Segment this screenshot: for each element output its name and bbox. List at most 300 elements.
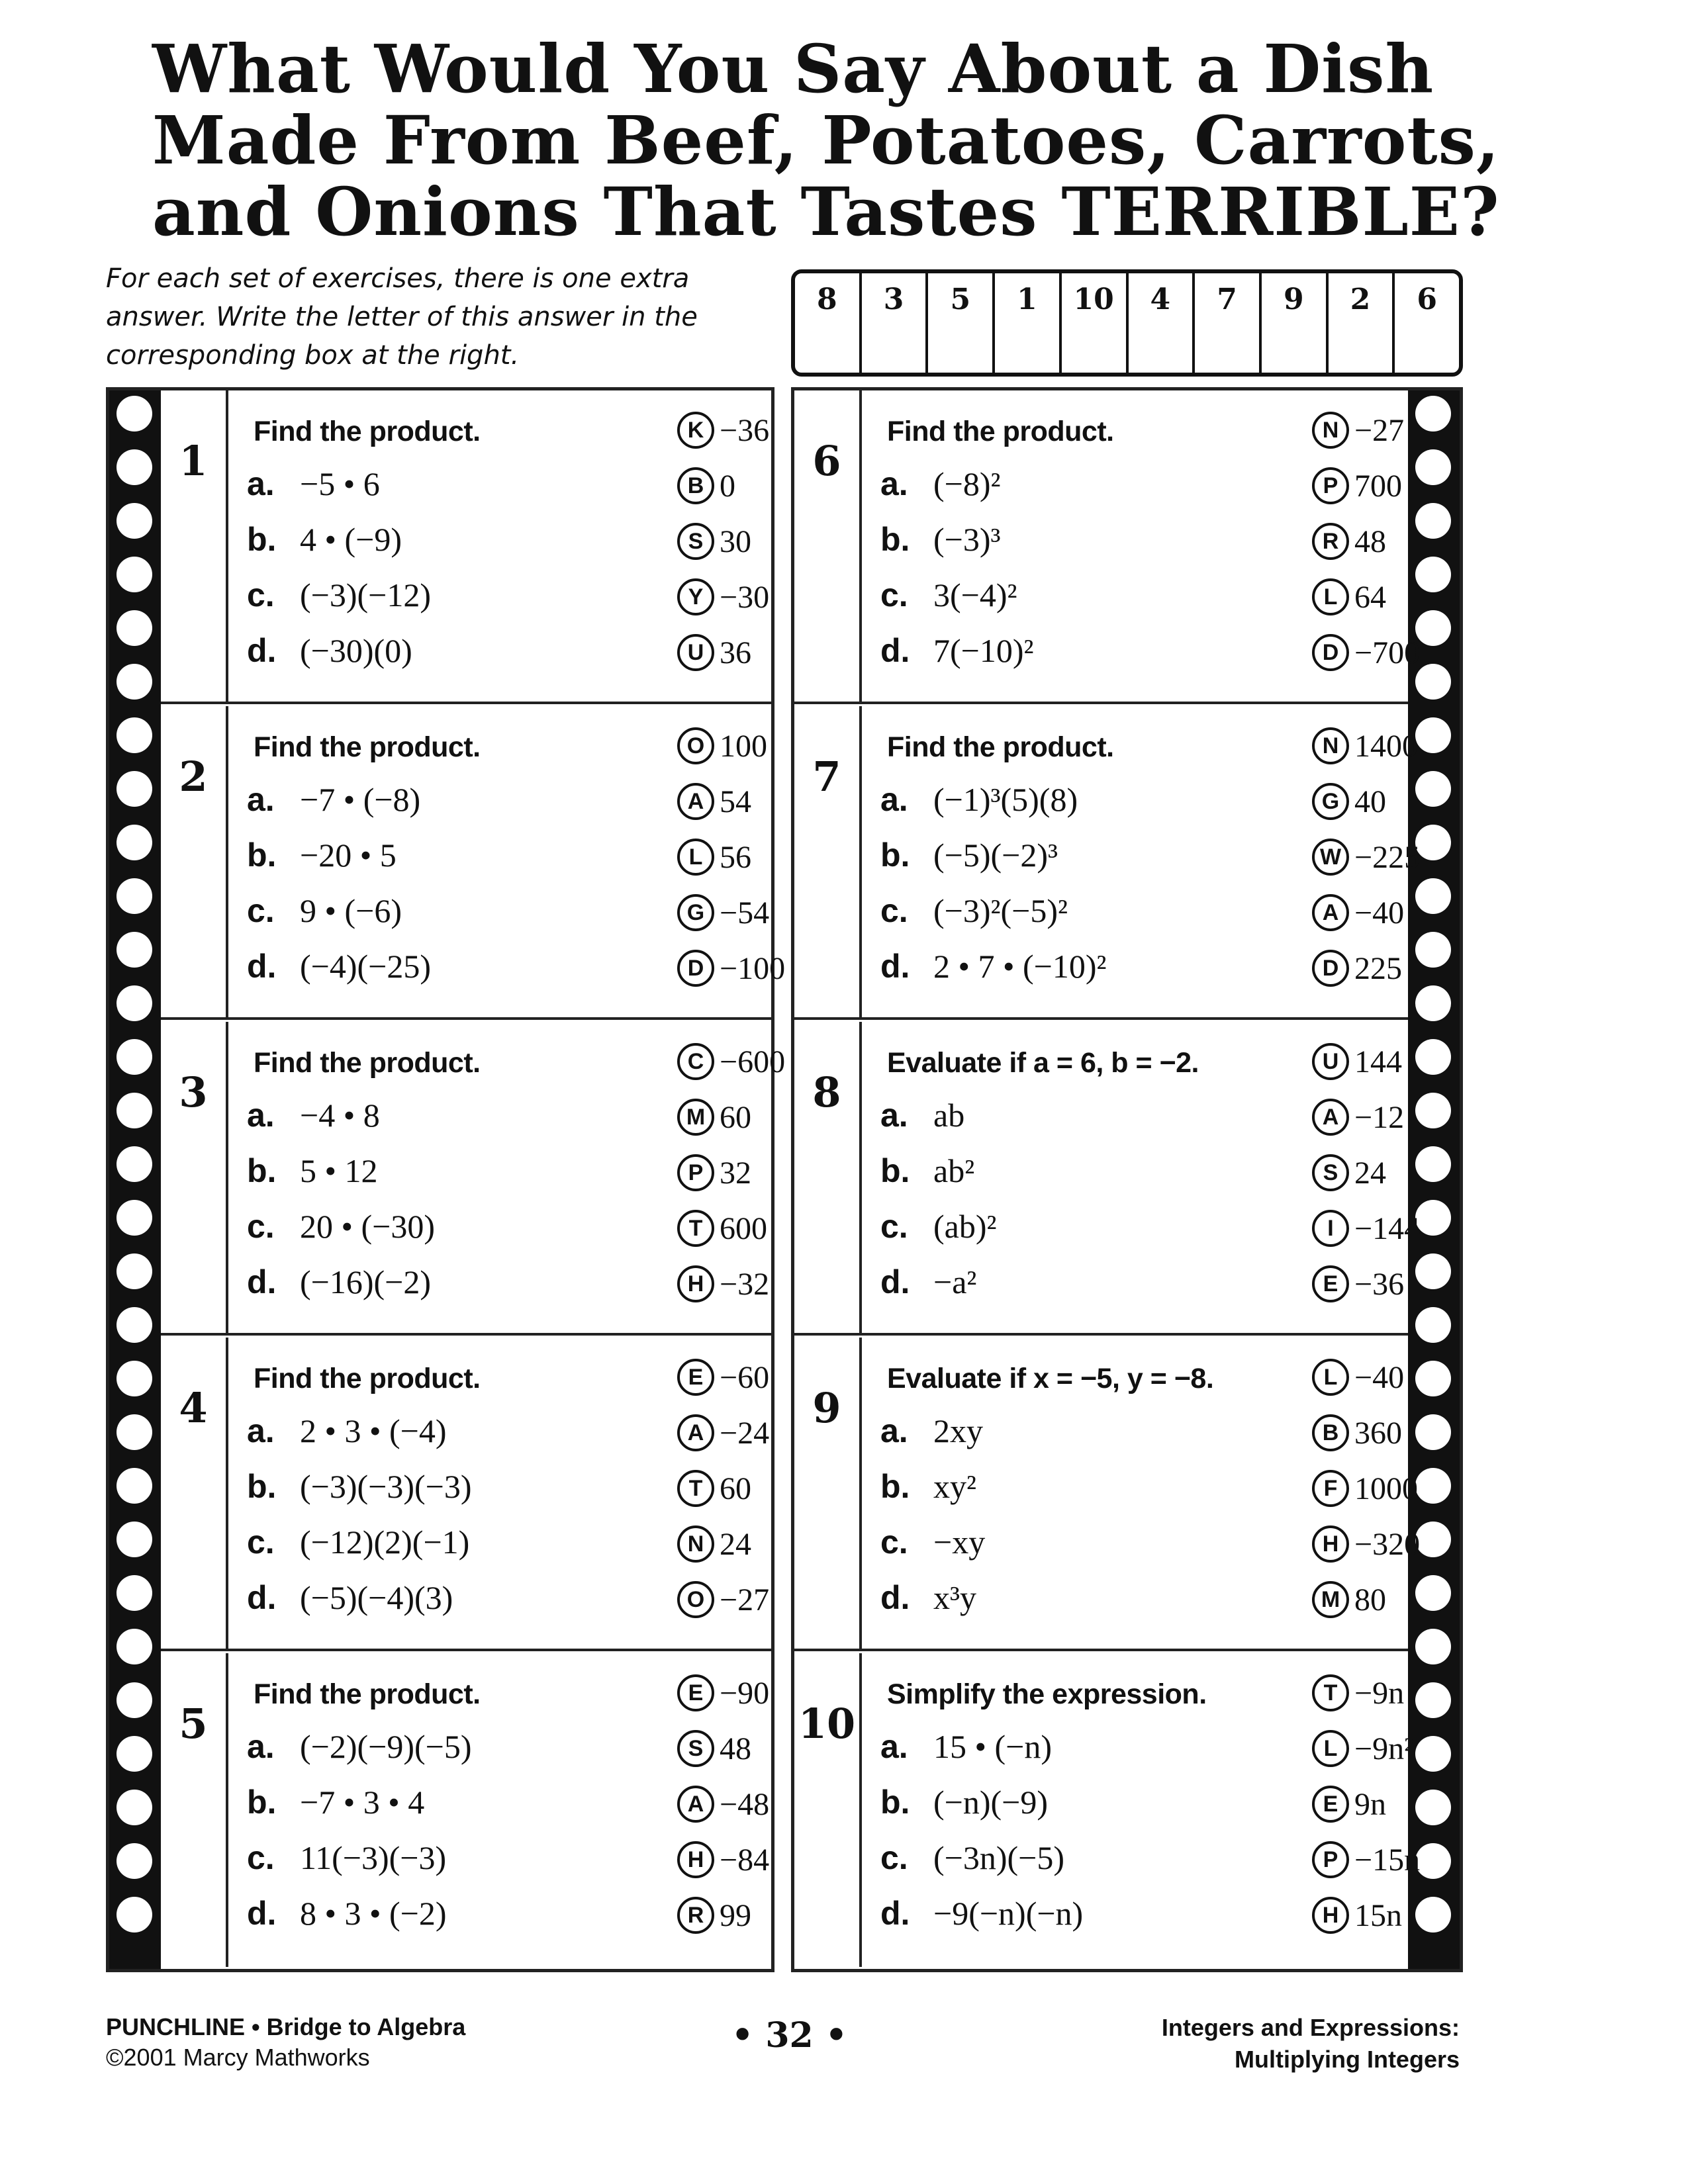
instructions-line: corresponding box at the right. — [106, 340, 520, 371]
problem-expression: (−12)(2)(−1) — [300, 1524, 470, 1561]
answer-letter-circle: N — [1312, 727, 1349, 764]
answer-letter-circle: A — [1312, 894, 1349, 931]
punch-hole — [1415, 1253, 1451, 1289]
problem-label: b. — [880, 521, 910, 558]
instructions — [106, 259, 768, 375]
section-number: 7 — [812, 752, 841, 801]
answer-value: −40 — [1354, 1359, 1405, 1395]
problem-label: a. — [880, 1412, 908, 1449]
answer-letter-circle: O — [677, 727, 714, 764]
punch-hole — [117, 1790, 152, 1825]
problem — [880, 1727, 1052, 1766]
punch-hole — [117, 1736, 152, 1772]
answer-choice[interactable] — [1312, 725, 1418, 767]
answer-value: −32 — [720, 1266, 770, 1302]
answer-value: 48 — [1354, 523, 1386, 559]
answer-box-number: 4 — [1150, 283, 1171, 316]
answer-choice[interactable] — [1312, 1207, 1420, 1250]
answer-letter-circle: L — [1312, 1730, 1349, 1767]
punch-hole — [1415, 1093, 1451, 1128]
answer-value: −40 — [1354, 895, 1405, 931]
title-line: Made From Beef, Potatoes, Carrots, — [152, 101, 1500, 179]
punch-hole — [117, 1843, 152, 1879]
problem-label: b. — [247, 1784, 277, 1821]
answer-box[interactable] — [928, 273, 995, 373]
answer-choice[interactable] — [1312, 409, 1404, 451]
problem — [247, 1839, 446, 1877]
section-instruction: Find the product. — [254, 416, 481, 447]
section-number: 4 — [179, 1384, 208, 1432]
page-number: • 32 • — [731, 2015, 848, 2056]
footer-publisher — [106, 2012, 465, 2073]
answer-choice[interactable] — [677, 1894, 751, 1936]
punch-hole — [117, 1468, 152, 1504]
punch-hole — [1415, 449, 1451, 485]
problem-label: a. — [247, 1097, 275, 1134]
answer-choice[interactable] — [677, 891, 769, 934]
punch-hole — [117, 771, 152, 807]
worksheet-title — [152, 30, 1500, 251]
problem — [247, 631, 412, 670]
answer-box[interactable] — [1395, 273, 1459, 373]
answer-value: −24 — [720, 1415, 770, 1451]
answer-box-number: 7 — [1217, 283, 1237, 316]
answer-box-number: 3 — [883, 283, 904, 316]
problem-expression: (−1)³(5)(8) — [933, 781, 1078, 818]
answer-choice[interactable] — [1312, 1578, 1386, 1621]
answer-choice[interactable] — [677, 1152, 751, 1194]
answer-value: 700 — [1354, 468, 1402, 504]
problem-expression: (−3n)(−5) — [933, 1839, 1064, 1876]
problem-label: a. — [247, 465, 275, 502]
punch-hole — [1415, 1790, 1451, 1825]
answer-value: 80 — [1354, 1582, 1386, 1617]
answer-choice[interactable] — [1312, 836, 1420, 878]
problem-expression: xy² — [933, 1468, 976, 1505]
problem-expression: 2xy — [933, 1412, 983, 1449]
answer-choice[interactable] — [1312, 576, 1386, 618]
exercise-section — [794, 706, 1421, 1020]
answer-choice[interactable] — [677, 465, 735, 507]
problem-label: c. — [880, 576, 908, 614]
section-number: 10 — [798, 1700, 856, 1748]
answer-value: 30 — [720, 523, 751, 559]
answer-choice[interactable] — [1312, 1467, 1418, 1510]
punch-hole — [117, 557, 152, 592]
exercise-section — [794, 1022, 1421, 1336]
answer-value: 360 — [1354, 1415, 1402, 1451]
problem-label: c. — [247, 1524, 275, 1561]
problem — [247, 1523, 469, 1561]
problem — [880, 836, 1058, 874]
section-instruction: Find the product. — [254, 731, 481, 763]
answer-choice[interactable] — [677, 1263, 769, 1305]
punch-hole — [1415, 825, 1451, 860]
problem — [247, 1207, 435, 1246]
problem-expression: −5 • 6 — [300, 465, 380, 502]
answer-choice[interactable] — [1312, 1894, 1402, 1936]
section-instruction: Evaluate if a = 6, b = −2. — [887, 1047, 1199, 1079]
problem — [247, 465, 380, 503]
answer-choice[interactable] — [677, 780, 751, 823]
punch-hole — [117, 1093, 152, 1128]
problem — [880, 1152, 974, 1190]
answer-letter-circle: I — [1312, 1210, 1349, 1247]
answer-letter-circle: L — [677, 839, 714, 876]
exercise-section — [794, 1338, 1421, 1651]
answer-letter-circle: A — [677, 1414, 714, 1451]
answer-choice[interactable] — [677, 631, 751, 674]
punch-hole — [117, 664, 152, 700]
answer-choice[interactable] — [1312, 947, 1402, 989]
answer-choice[interactable] — [677, 947, 785, 989]
section-instruction: Find the product. — [887, 731, 1114, 763]
answer-letter-circle: G — [1312, 783, 1349, 820]
problem-label: c. — [247, 576, 275, 614]
answer-choice[interactable] — [677, 576, 769, 618]
answer-choice[interactable] — [677, 1839, 769, 1881]
problem — [247, 576, 431, 614]
answer-letter-circle: N — [677, 1525, 714, 1563]
problem — [880, 1207, 996, 1246]
problem-expression: 2 • 7 • (−10)² — [933, 948, 1107, 985]
answer-choice[interactable] — [677, 725, 767, 767]
section-number: 5 — [179, 1700, 208, 1748]
problem — [247, 1578, 453, 1617]
problem — [247, 1263, 431, 1301]
answer-box[interactable] — [995, 273, 1062, 373]
punch-hole — [1415, 1575, 1451, 1611]
problem-expression: (−16)(−2) — [300, 1263, 431, 1300]
punch-hole — [117, 825, 152, 860]
answer-value: −15n — [1354, 1842, 1421, 1878]
section-instruction: Find the product. — [254, 1363, 481, 1394]
punch-hole — [117, 878, 152, 914]
answer-choice[interactable] — [1312, 1783, 1386, 1825]
problem-label: d. — [247, 1263, 277, 1300]
section-number: 2 — [179, 752, 208, 801]
problem-label: d. — [247, 1895, 277, 1932]
section-number-column — [161, 390, 228, 702]
problem-expression: (−3)²(−5)² — [933, 892, 1068, 929]
answer-box[interactable] — [1129, 273, 1196, 373]
answer-choice[interactable] — [1312, 1096, 1404, 1138]
problem-label: c. — [880, 1524, 908, 1561]
answer-value: −27 — [720, 1582, 770, 1617]
problem-label: d. — [247, 948, 277, 985]
answer-value: 54 — [720, 784, 751, 819]
answer-box[interactable] — [1062, 273, 1129, 373]
answer-value: 24 — [720, 1526, 751, 1562]
problem-label: d. — [247, 632, 277, 669]
answer-value: −90 — [720, 1675, 770, 1711]
problem-label: b. — [247, 1468, 277, 1505]
answer-letter-circle: A — [677, 1786, 714, 1823]
answer-letter-circle: U — [677, 634, 714, 671]
answer-letter-circle: C — [677, 1043, 714, 1080]
punch-hole — [117, 1307, 152, 1343]
answer-value: 100 — [720, 728, 767, 764]
answer-choice[interactable] — [677, 1727, 751, 1770]
problem — [247, 1783, 424, 1821]
problem — [880, 1894, 1083, 1933]
answer-value: −320 — [1354, 1526, 1421, 1562]
problem — [247, 1152, 378, 1190]
punch-hole — [117, 449, 152, 485]
answer-box-row — [791, 269, 1463, 377]
answer-letter-circle: H — [1312, 1525, 1349, 1563]
answer-choice[interactable] — [1312, 891, 1404, 934]
problem — [247, 1096, 380, 1134]
answer-value: 60 — [720, 1099, 751, 1135]
answer-choice[interactable] — [677, 1412, 769, 1454]
answer-box[interactable] — [1262, 273, 1329, 373]
answer-letter-circle: Y — [677, 578, 714, 615]
answer-choice[interactable] — [677, 1207, 767, 1250]
problem-expression: (−4)(−25) — [300, 948, 431, 985]
problem-expression: x³y — [933, 1579, 976, 1616]
answer-value: 0 — [720, 468, 735, 504]
problem-label: a. — [880, 781, 908, 818]
answer-choice[interactable] — [1312, 1672, 1404, 1714]
punch-hole — [117, 717, 152, 753]
problem — [247, 1467, 472, 1506]
answer-choice[interactable] — [1312, 631, 1420, 674]
answer-value: 40 — [1354, 784, 1386, 819]
punch-hole — [1415, 396, 1451, 432]
answer-choice[interactable] — [677, 1356, 769, 1398]
problem-expression: 8 • 3 • (−2) — [300, 1895, 447, 1932]
problem-expression: 11(−3)(−3) — [300, 1839, 447, 1876]
problem-expression: 9 • (−6) — [300, 892, 402, 929]
answer-letter-circle: G — [677, 894, 714, 931]
answer-letter-circle: P — [1312, 467, 1349, 504]
answer-letter-circle: E — [677, 1674, 714, 1711]
answer-choice[interactable] — [1312, 780, 1386, 823]
title-line: What Would You Say About a Dish — [152, 30, 1434, 108]
answer-value: −84 — [720, 1842, 770, 1878]
answer-choice[interactable] — [1312, 1727, 1413, 1770]
section-instruction: Find the product. — [254, 1047, 481, 1079]
punch-hole — [1415, 717, 1451, 753]
problem-expression: 4 • (−9) — [300, 521, 402, 558]
punch-hole — [1415, 1629, 1451, 1664]
answer-value: −30 — [720, 579, 770, 615]
answer-choice[interactable] — [677, 1096, 751, 1138]
answer-value: 24 — [1354, 1155, 1386, 1191]
punch-hole — [1415, 557, 1451, 592]
answer-value: 64 — [1354, 579, 1386, 615]
answer-choice[interactable] — [1312, 1152, 1386, 1194]
punch-hole — [1415, 1146, 1451, 1182]
problem-expression: (−3)(−3)(−3) — [300, 1468, 472, 1505]
answer-choice[interactable] — [1312, 1040, 1402, 1083]
exercise-section — [161, 1338, 771, 1651]
answer-choice[interactable] — [677, 1467, 751, 1510]
punch-hole — [1415, 503, 1451, 539]
answer-choice[interactable] — [1312, 465, 1402, 507]
answer-value: 60 — [720, 1471, 751, 1506]
answer-choice[interactable] — [677, 1578, 769, 1621]
footer-topic — [1162, 2012, 1460, 2075]
answer-letter-circle: B — [677, 467, 714, 504]
punch-hole — [1415, 985, 1451, 1021]
section-instruction: Find the product. — [887, 416, 1114, 447]
problem-expression: −9(−n)(−n) — [933, 1895, 1084, 1932]
problem — [880, 520, 1001, 559]
punch-hole — [117, 1200, 152, 1236]
answer-letter-circle: D — [1312, 634, 1349, 671]
exercise-section — [161, 1022, 786, 1336]
answer-box[interactable] — [862, 273, 929, 373]
instructions-line: answer. Write the letter of this answer in the — [106, 302, 698, 332]
answer-value: −60 — [720, 1359, 770, 1395]
answer-value: 56 — [720, 839, 751, 875]
answer-letter-circle: T — [677, 1210, 714, 1247]
answer-choice[interactable] — [1312, 1356, 1404, 1398]
punch-hole — [1415, 1897, 1451, 1933]
exercise-section — [794, 390, 1421, 704]
section-number-column — [794, 1338, 862, 1649]
answer-value: 32 — [720, 1155, 751, 1191]
problem-label: d. — [880, 1895, 910, 1932]
answer-letter-circle: H — [677, 1265, 714, 1302]
answer-choice[interactable] — [677, 1523, 751, 1565]
section-number: 6 — [812, 437, 841, 485]
answer-choice[interactable] — [677, 1672, 769, 1714]
answer-box[interactable] — [795, 273, 862, 373]
problem — [880, 631, 1034, 670]
problem-expression: 5 • 12 — [300, 1152, 378, 1189]
answer-box-number: 1 — [1017, 283, 1037, 316]
problem-expression: 3(−4)² — [933, 576, 1017, 614]
problem-label: d. — [880, 948, 910, 985]
answer-choice[interactable] — [677, 409, 769, 451]
answer-letter-circle: O — [677, 1581, 714, 1618]
problem — [247, 947, 431, 985]
problem-expression: −7 • 3 • 4 — [300, 1784, 425, 1821]
problem-expression: (−2)(−9)(−5) — [300, 1728, 472, 1765]
left-exercise-panel — [106, 387, 786, 1972]
exercise-section — [161, 390, 771, 704]
answer-value: 225 — [1354, 950, 1402, 986]
problem-expression: (ab)² — [933, 1208, 997, 1245]
answer-choice[interactable] — [1312, 1412, 1402, 1454]
problem-expression: −7 • (−8) — [300, 781, 421, 818]
answer-choice[interactable] — [1312, 1523, 1420, 1565]
answer-choice[interactable] — [1312, 1839, 1420, 1881]
problem-label: c. — [880, 1839, 908, 1876]
problem-label: c. — [247, 1208, 275, 1245]
problem-expression: (−30)(0) — [300, 632, 412, 669]
answer-letter-circle: W — [1312, 839, 1349, 876]
problem-expression: (−5)(−4)(3) — [300, 1579, 453, 1616]
punch-hole — [1415, 1843, 1451, 1879]
punch-hole — [1415, 1039, 1451, 1075]
problem — [880, 947, 1107, 985]
answer-value: −12 — [1354, 1099, 1405, 1135]
problem-expression: (−3)(−12) — [300, 576, 431, 614]
answer-choice[interactable] — [1312, 1263, 1404, 1305]
section-number-column — [794, 1653, 862, 1967]
punch-hole — [117, 1682, 152, 1718]
section-number-column — [161, 1338, 228, 1649]
answer-choice[interactable] — [677, 520, 751, 563]
exercise-section — [161, 706, 786, 1020]
punch-hole — [117, 1414, 152, 1450]
answer-value: −100 — [720, 950, 786, 986]
problem-label: d. — [880, 632, 910, 669]
answer-value: −225 — [1354, 839, 1421, 875]
answer-letter-circle: B — [1312, 1414, 1349, 1451]
problem-expression: 15 • (−n) — [933, 1728, 1053, 1765]
punch-hole — [117, 610, 152, 646]
answer-choice[interactable] — [677, 836, 751, 878]
answer-box-number: 6 — [1417, 283, 1437, 316]
answer-value: 144 — [1354, 1044, 1402, 1079]
problem-label: b. — [247, 837, 277, 874]
problem — [247, 891, 402, 930]
punch-hole — [1415, 932, 1451, 968]
answer-box[interactable] — [1195, 273, 1262, 373]
answer-value: −9n² — [1354, 1731, 1414, 1766]
problem — [247, 836, 397, 874]
answer-letter-circle: F — [1312, 1470, 1349, 1507]
problem — [880, 1523, 985, 1561]
problem-label: c. — [247, 892, 275, 929]
punch-hole — [1415, 1736, 1451, 1772]
problem-label: a. — [880, 1097, 908, 1134]
footer-topic-line: Multiplying Integers — [1234, 2046, 1460, 2073]
punch-hole — [1415, 610, 1451, 646]
answer-choice[interactable] — [677, 1040, 785, 1083]
exercise-section — [794, 1653, 1421, 1967]
footer-copyright: ©2001 Marcy Mathworks — [106, 2044, 370, 2071]
answer-letter-circle: K — [677, 412, 714, 449]
section-instruction: Find the product. — [254, 1678, 481, 1710]
answer-letter-circle: S — [1312, 1154, 1349, 1191]
problem-label: a. — [247, 1728, 275, 1765]
answer-letter-circle: E — [1312, 1786, 1349, 1823]
problem-label: b. — [880, 1784, 910, 1821]
problem-expression: −xy — [933, 1524, 986, 1561]
answer-letter-circle: S — [677, 523, 714, 560]
section-number-column — [794, 390, 862, 702]
answer-value: 9n — [1354, 1786, 1386, 1822]
answer-choice[interactable] — [677, 1783, 769, 1825]
punch-hole — [117, 503, 152, 539]
punch-hole — [117, 1253, 152, 1289]
answer-value: −48 — [720, 1786, 770, 1822]
answer-letter-circle: P — [677, 1154, 714, 1191]
answer-letter-circle: A — [1312, 1099, 1349, 1136]
answer-letter-circle: H — [1312, 1897, 1349, 1934]
answer-box-number: 5 — [950, 283, 971, 316]
problem-label: b. — [247, 1152, 277, 1189]
problem — [880, 576, 1017, 614]
answer-choice[interactable] — [1312, 520, 1386, 563]
punch-hole — [1415, 664, 1451, 700]
problem — [247, 1412, 447, 1450]
answer-value: −700 — [1354, 635, 1421, 670]
section-number-column — [161, 1653, 228, 1967]
answer-value: −144 — [1354, 1210, 1421, 1246]
problem-label: b. — [247, 521, 277, 558]
answer-box[interactable] — [1329, 273, 1395, 373]
problem — [247, 1727, 472, 1766]
punch-hole — [1415, 1307, 1451, 1343]
problem — [880, 1263, 976, 1301]
